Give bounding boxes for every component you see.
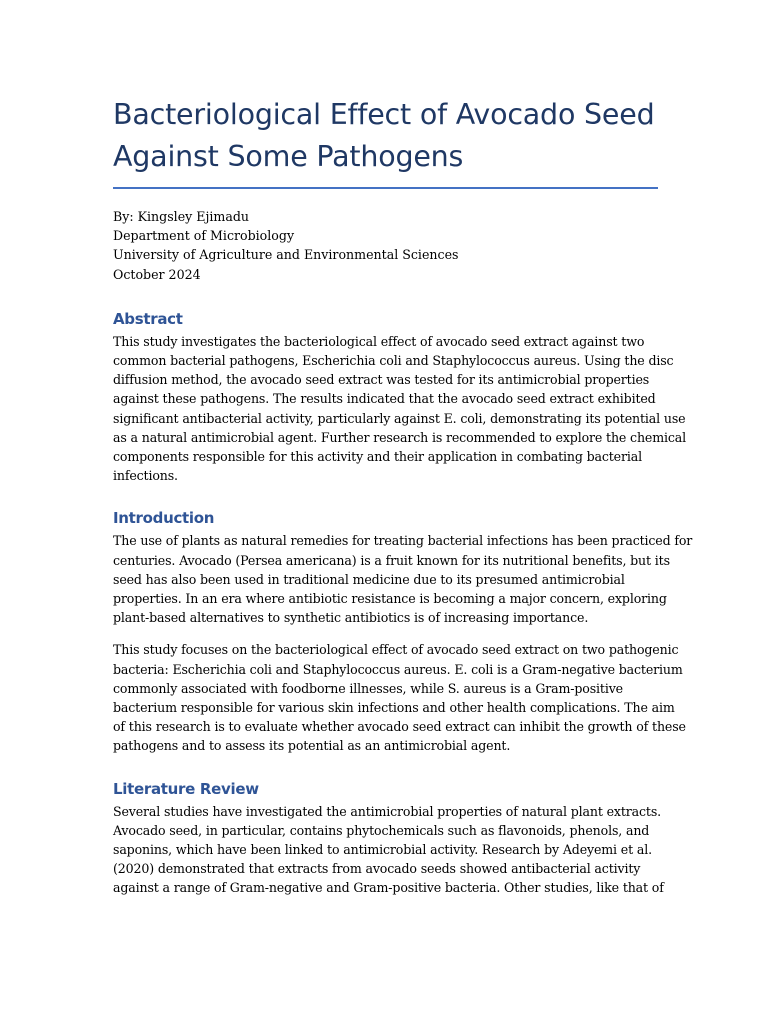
text-line: against these pathogens. The results indicated that the avocado seed extract exhibited bbox=[113, 391, 656, 407]
text-line: Several studies have investigated the antimicrobial properties of natural plant extracts. bbox=[113, 803, 661, 819]
text-line: bacterium responsible for various skin infections and other health complications. The aim bbox=[113, 700, 675, 716]
text-line: saponins, which have been linked to antimicrobial activity. Research by Adeyemi et al. bbox=[113, 842, 652, 858]
text-line: infections. bbox=[113, 468, 178, 484]
introduction-paragraph-1 bbox=[113, 531, 693, 627]
literature-review-heading: Literature Review bbox=[113, 779, 259, 798]
text-line: as a natural antimicrobial agent. Further research is recommended to explore the chemical bbox=[113, 429, 687, 445]
text-line: Avocado seed, in particular, contains phytochemicals such as flavonoids, phenols, and bbox=[113, 822, 650, 838]
introduction-paragraph-2 bbox=[113, 640, 686, 755]
byline bbox=[113, 207, 658, 284]
text-line: centuries. Avocado (Persea americana) is a fruit known for its nutritional benefits, but its bbox=[113, 552, 670, 568]
text-line: significant antibacterial activity, particularly against E. coli, demonstrating its potential use bbox=[113, 410, 686, 426]
introduction-heading: Introduction bbox=[113, 509, 215, 528]
text-line: seed has also been used in traditional medicine due to its presumed antimicrobial bbox=[113, 571, 625, 587]
abstract-paragraph bbox=[113, 332, 687, 486]
title-line: Bacteriological Effect of Avocado Seed bbox=[113, 98, 655, 131]
text-line: The use of plants as natural remedies for treating bacterial infections has been practiced for bbox=[113, 533, 693, 549]
text-line: against a range of Gram-negative and Gram-positive bacteria. Other studies, like that of bbox=[113, 880, 664, 896]
department: Department of Microbiology bbox=[113, 228, 295, 244]
text-line: components responsible for this activity and their application in combating bacterial bbox=[113, 449, 642, 465]
document-page bbox=[113, 94, 693, 898]
text-line: plant-based alternatives to synthetic antibiotics is of increasing importance. bbox=[113, 610, 589, 626]
text-line: (2020) demonstrated that extracts from avocado seeds showed antibacterial activity bbox=[113, 861, 641, 877]
title-line: Against Some Pathogens bbox=[113, 140, 464, 173]
date: October 2024 bbox=[113, 266, 201, 282]
document-title bbox=[113, 94, 658, 189]
text-line: common bacterial pathogens, Escherichia coli and Staphylococcus aureus. Using the disc bbox=[113, 353, 674, 369]
text-line: This study focuses on the bacteriological effect of avocado seed extract on two pathogenic bbox=[113, 642, 679, 658]
text-line: properties. In an era where antibiotic resistance is becoming a major concern, exploring bbox=[113, 591, 667, 607]
text-line: of this research is to evaluate whether avocado seed extract can inhibit the growth of these bbox=[113, 719, 686, 735]
university: University of Agriculture and Environmental Sciences bbox=[113, 247, 459, 263]
text-line: diffusion method, the avocado seed extract was tested for its antimicrobial properties bbox=[113, 372, 650, 388]
literature-review-paragraph bbox=[113, 802, 664, 898]
abstract-heading: Abstract bbox=[113, 309, 183, 328]
text-line: pathogens and to assess its potential as an antimicrobial agent. bbox=[113, 738, 511, 754]
text-line: bacteria: Escherichia coli and Staphylococcus aureus. E. coli is a Gram-negative bacterium bbox=[113, 661, 683, 677]
author: By: Kingsley Ejimadu bbox=[113, 209, 250, 224]
text-line: commonly associated with foodborne illnesses, while S. aureus is a Gram-positive bbox=[113, 680, 623, 696]
text-line: This study investigates the bacteriological effect of avocado seed extract against two bbox=[113, 333, 645, 349]
